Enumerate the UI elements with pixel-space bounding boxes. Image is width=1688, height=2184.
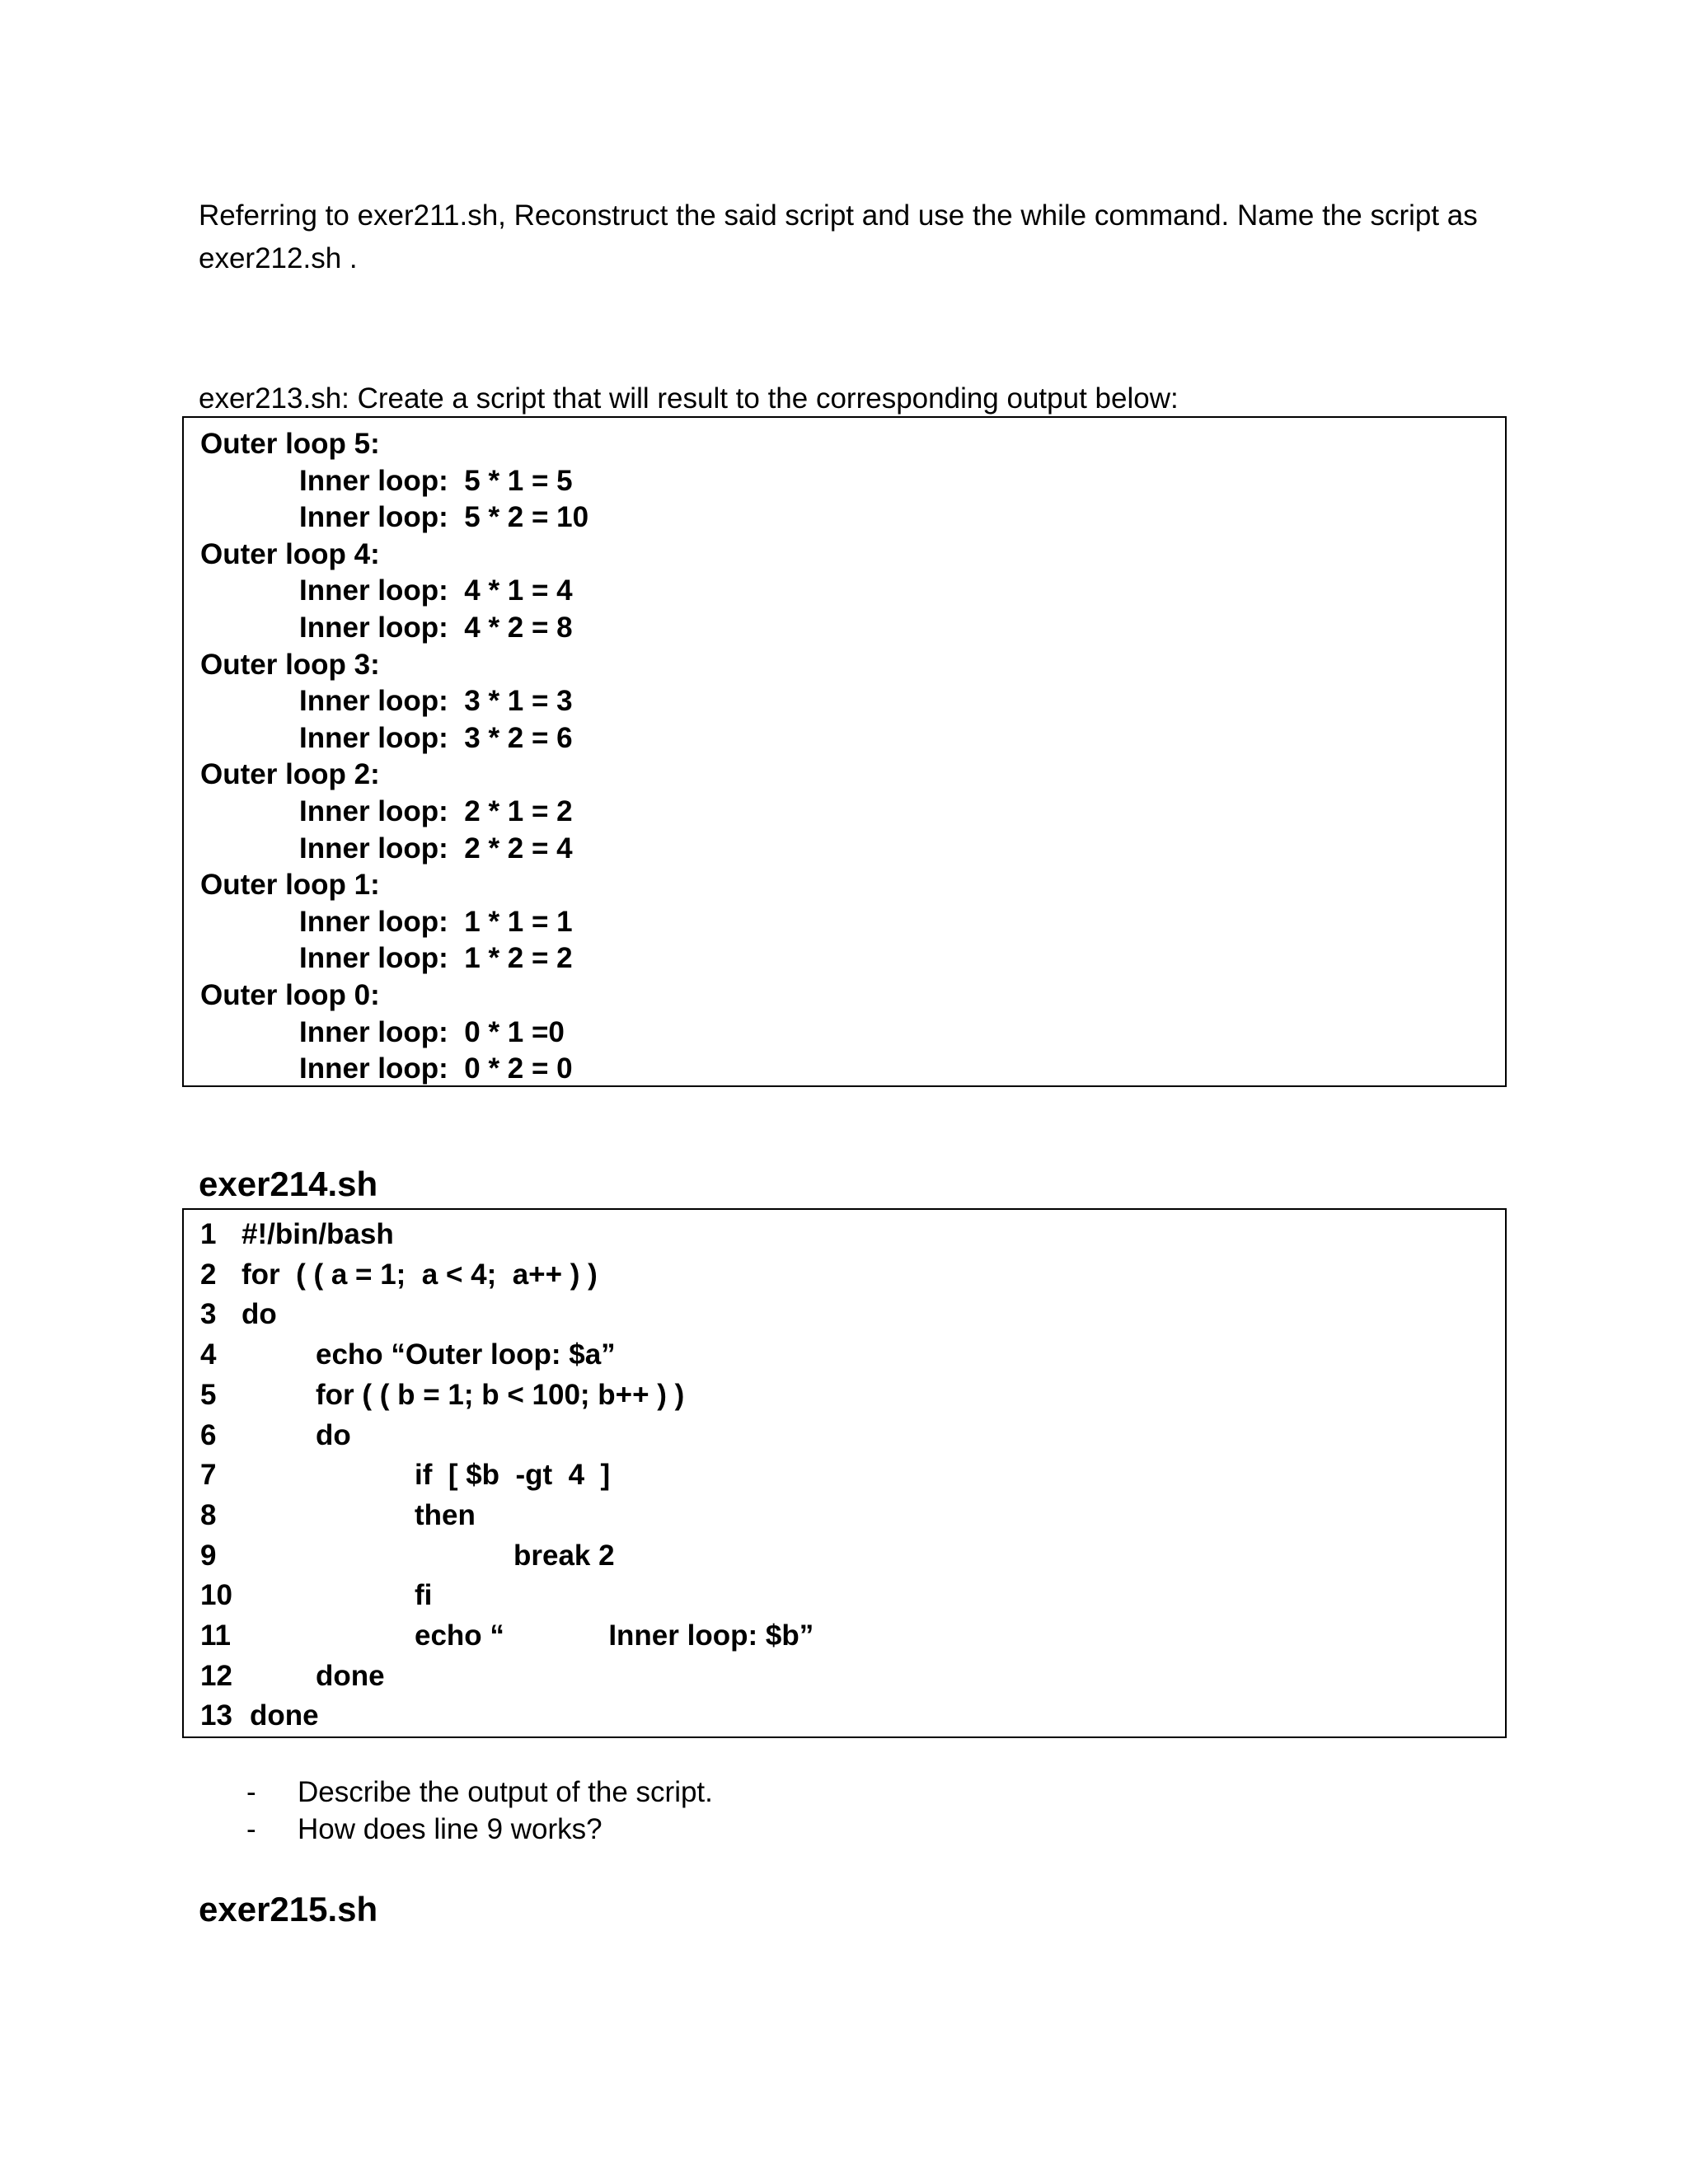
code-text: then [415, 1498, 476, 1531]
code-line [200, 1497, 1486, 1534]
exer213-output-box [182, 416, 1507, 1087]
code-line [200, 1456, 1486, 1493]
inner-loop-line: Inner loop: 3 * 2 = 6 [299, 721, 573, 754]
line-number: 10 [200, 1579, 232, 1612]
code-text: fi [415, 1579, 433, 1612]
inner-loop-line: Inner loop: 5 * 1 = 5 [299, 464, 573, 497]
code-text: for ( ( b = 1; b < 100; b++ ) ) [316, 1378, 685, 1411]
line-number: 9 [200, 1539, 217, 1572]
code-line [200, 1336, 1486, 1373]
inner-loop-line: Inner loop: 4 * 2 = 8 [299, 612, 573, 644]
code-text: #!/bin/bash [241, 1218, 394, 1250]
inner-loop-line: Inner loop: 4 * 1 = 4 [299, 574, 573, 607]
code-text: do [241, 1298, 277, 1331]
exer214-code-box [182, 1208, 1507, 1738]
code-text: echo “Outer loop: $a” [316, 1338, 616, 1371]
exer215-title: exer215.sh [199, 1890, 378, 1929]
code-text: do [316, 1418, 351, 1451]
code-text: done [316, 1659, 385, 1692]
code-text: for ( ( a = 1; a < 4; a++ ) ) [241, 1258, 598, 1291]
outer-loop-line: Outer loop 3: [200, 648, 380, 681]
line-number: 13 [200, 1699, 232, 1732]
code-line [200, 1256, 1486, 1293]
inner-loop-line: Inner loop: 2 * 2 = 4 [299, 832, 573, 865]
line-number: 5 [200, 1378, 217, 1411]
code-line [200, 1216, 1486, 1253]
inner-loop-line: Inner loop: 2 * 1 = 2 [299, 795, 573, 827]
question-text: Describe the output of the script. [298, 1776, 713, 1808]
code-text: done [250, 1699, 319, 1732]
intro-line-2: exer212.sh . [199, 242, 358, 274]
code-text: break 2 [513, 1539, 615, 1572]
code-line [200, 1577, 1486, 1614]
code-line [200, 1417, 1486, 1454]
line-number: 11 [200, 1619, 231, 1652]
outer-loop-line: Outer loop 5: [200, 428, 380, 460]
code-text: if [ $b -gt 4 ] [415, 1459, 611, 1492]
question-text: How does line 9 works? [298, 1813, 603, 1845]
code-line [200, 1376, 1486, 1413]
line-number: 3 [200, 1298, 217, 1331]
code-line [200, 1697, 1486, 1734]
exer214-title: exer214.sh [199, 1165, 378, 1203]
bullet-dash: - [246, 1776, 256, 1808]
inner-loop-line: Inner loop: 1 * 2 = 2 [299, 942, 573, 975]
outer-loop-line: Outer loop 4: [200, 537, 380, 570]
code-line [200, 1296, 1486, 1333]
intro-paragraph [199, 194, 1484, 280]
code-line [200, 1657, 1486, 1694]
line-number: 4 [200, 1338, 217, 1371]
inner-loop-line: Inner loop: 5 * 2 = 10 [299, 501, 589, 534]
line-number: 8 [200, 1498, 217, 1531]
outer-loop-line: Outer loop 0: [200, 979, 380, 1011]
inner-loop-line: Inner loop: 0 * 2 = 0 [299, 1052, 573, 1085]
code-line [200, 1617, 1486, 1654]
code-text: echo “ Inner loop: $b” [415, 1619, 814, 1652]
outer-loop-line: Outer loop 2: [200, 758, 380, 791]
exer213-caption: exer213.sh: Create a script that will result to the corresponding output below: [199, 382, 1179, 415]
line-number: 6 [200, 1418, 217, 1451]
inner-loop-line: Inner loop: 0 * 1 =0 [299, 1015, 565, 1048]
bullet-dash: - [246, 1813, 256, 1845]
code-line [200, 1537, 1486, 1574]
inner-loop-line: Inner loop: 3 * 1 = 3 [299, 685, 573, 718]
line-number: 2 [200, 1258, 217, 1291]
line-number: 12 [200, 1659, 232, 1692]
inner-loop-line: Inner loop: 1 * 1 = 1 [299, 905, 573, 938]
line-number: 1 [200, 1218, 217, 1250]
line-number: 7 [200, 1459, 217, 1492]
intro-line-1: Referring to exer211.sh, Reconstruct the said script and use the while command. Name the script as [199, 199, 1478, 232]
outer-loop-line: Outer loop 1: [200, 869, 380, 902]
